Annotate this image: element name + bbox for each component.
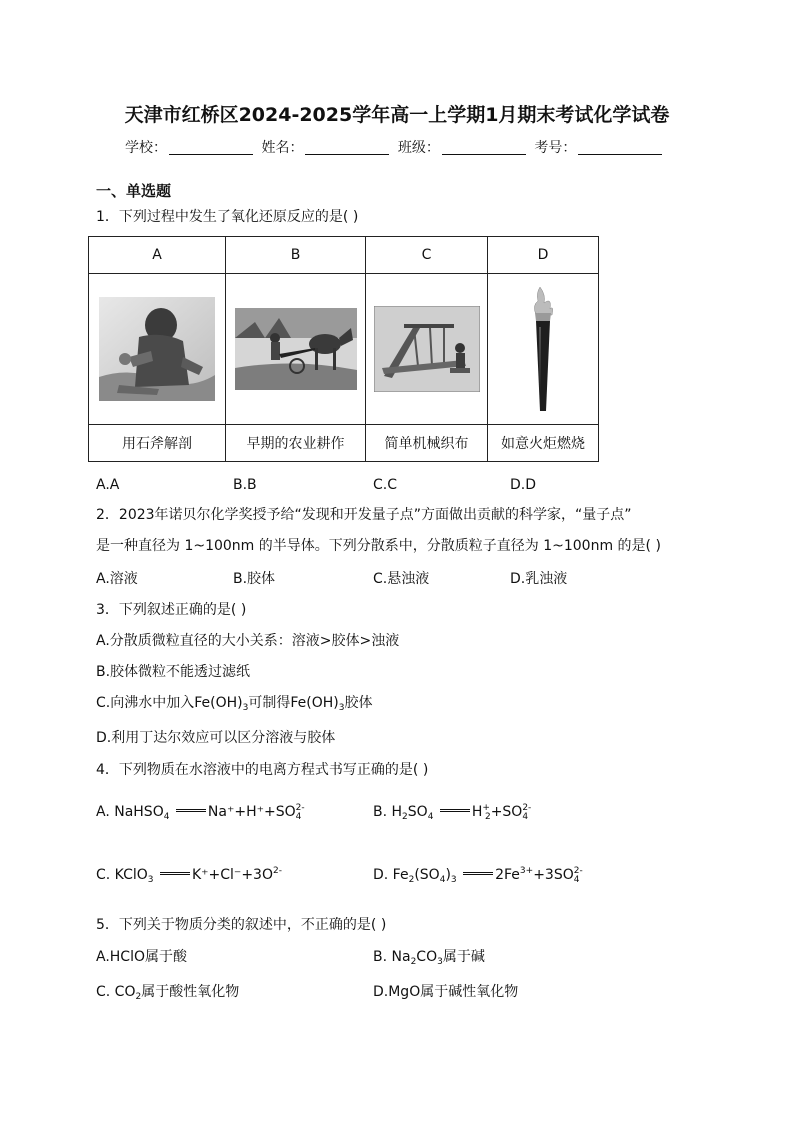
- q1-caption-d: 如意火炬燃烧: [488, 425, 599, 462]
- q5-b-mid: CO: [416, 949, 438, 965]
- q4-b-mid: SO: [407, 804, 428, 820]
- q4-c-sup: 2-: [272, 866, 282, 876]
- q1-image-table: [88, 236, 599, 462]
- q2-option-c[interactable]: C.悬浊液: [373, 571, 430, 587]
- q3-c-formula1-sub: 3: [242, 703, 249, 713]
- q1-caption-b: 早期的农业耕作: [226, 425, 366, 462]
- number-blank[interactable]: [578, 140, 662, 155]
- q1-header-a: A: [89, 237, 226, 274]
- q2-stem-line2: 是一种直径为 1~100nm 的半导体。下列分散系中，分散质粒子直径为 1~100nm 的是( ): [96, 538, 661, 554]
- q1-pic-cell-b: [226, 274, 366, 425]
- q1-pic-cell-d: [488, 274, 599, 425]
- q4-a-lhs: A. NaHSO: [96, 804, 164, 820]
- q5-option-b[interactable]: [373, 946, 485, 967]
- q4-d-rhs2: +3SO: [533, 867, 574, 883]
- q1-option-c[interactable]: C.C: [373, 477, 398, 493]
- q3-c-suffix: 胶体: [344, 695, 373, 711]
- q4-option-b[interactable]: [373, 803, 532, 822]
- q3-stem: 3．下列叙述正确的是( ): [96, 602, 247, 618]
- q1-stem: 1．下列过程中发生了氧化还原反应的是( ): [96, 209, 359, 225]
- section-heading: 一、单选题: [96, 182, 172, 200]
- q4-option-d[interactable]: [373, 866, 583, 885]
- q1-pic-cell-c: [366, 274, 488, 425]
- loom-weaving-image: [374, 306, 480, 392]
- q4-c-lhs: C. KClO: [96, 867, 148, 883]
- name-blank[interactable]: [305, 140, 389, 155]
- q5-option-d[interactable]: D.MgO属于碱性氧化物: [373, 984, 519, 1000]
- q1-header-b: B: [226, 237, 366, 274]
- q5-c-sub: 2: [135, 992, 142, 1002]
- q5-b-suffix: 属于碱: [442, 949, 485, 965]
- q5-option-a[interactable]: A.HClO属于酸: [96, 949, 187, 965]
- q4-d-mid: (SO: [414, 867, 440, 883]
- class-label: 班级：: [397, 140, 440, 156]
- q4-a-sub2: 4: [295, 812, 302, 822]
- q1-option-d[interactable]: D.D: [510, 477, 537, 493]
- student-info-line: [125, 137, 666, 157]
- q1-option-b[interactable]: B.B: [233, 477, 257, 493]
- q4-b-rhs2: +SO: [490, 804, 523, 820]
- q2-option-b[interactable]: B.胶体: [233, 571, 276, 587]
- class-blank[interactable]: [442, 140, 526, 155]
- q5-stem: 5．下列关于物质分类的叙述中，不正确的是( ): [96, 917, 387, 933]
- plowing-image: [235, 308, 357, 390]
- torch-image: [528, 283, 558, 415]
- q4-stem: 4．下列物质在水溶液中的电离方程式书写正确的是( ): [96, 762, 429, 778]
- q4-b-rhs: H: [471, 804, 483, 820]
- q4-b-sup2: 2-: [522, 803, 532, 813]
- q4-a-sub1: 4: [163, 812, 170, 822]
- q5-c-suffix: 属于酸性氧化物: [141, 984, 240, 1000]
- q4-b-sub1: 2: [402, 812, 408, 822]
- q4-b-equals-sign: [440, 809, 470, 812]
- q4-d-sub2: 4: [439, 875, 446, 885]
- q4-b-sub2: 4: [427, 812, 434, 822]
- number-label: 考号：: [534, 140, 577, 156]
- q1-pic-cell-a: [89, 274, 226, 425]
- q4-d-sub1: 2: [408, 875, 415, 885]
- q3-c-formula2-sub: 3: [338, 703, 345, 713]
- q4-d-sup1: 3+: [519, 866, 534, 876]
- q4-b-lhs: B. H: [373, 804, 403, 820]
- q3-c-formula1: Fe(OH): [194, 695, 243, 711]
- q4-b-sub4: 4: [522, 812, 529, 822]
- q3-c-formula2: Fe(OH): [290, 695, 339, 711]
- q4-d-lhs: D. Fe: [373, 867, 409, 883]
- q3-option-a[interactable]: A.分散质微粒直径的大小关系：溶液>胶体>浊液: [96, 633, 400, 649]
- q4-d-rhs: 2Fe: [495, 867, 520, 883]
- q3-c-middle: 可制得: [248, 695, 291, 711]
- q3-option-d[interactable]: D.利用丁达尔效应可以区分溶液与胶体: [96, 730, 336, 746]
- q3-option-b[interactable]: B.胶体微粒不能透过滤纸: [96, 664, 251, 680]
- q1-option-a[interactable]: A.A: [96, 477, 120, 493]
- q1-caption-c: 简单机械织布: [366, 425, 488, 462]
- exam-title: 天津市红桥区2024-2025学年高一上学期1月期末考试化学试卷: [124, 104, 670, 126]
- q1-header-d: D: [488, 237, 599, 274]
- q4-option-a[interactable]: [96, 803, 305, 822]
- q2-option-d[interactable]: D.乳浊液: [510, 571, 568, 587]
- q4-c-equals-sign: [160, 872, 190, 875]
- q5-b-sub1: 2: [410, 957, 417, 967]
- q5-b-sub2: 3: [437, 957, 443, 967]
- q4-c-rhs: K⁺+Cl⁻+3O: [191, 867, 273, 883]
- q3-option-c[interactable]: [96, 692, 372, 713]
- q2-option-a[interactable]: A.溶液: [96, 571, 138, 587]
- q5-c-prefix: C. CO: [96, 984, 136, 1000]
- q4-d-sup2: 2-: [573, 866, 583, 876]
- q4-d-sub3: 3: [450, 875, 457, 885]
- q4-d-sub4: 4: [573, 875, 580, 885]
- q1-caption-a: 用石斧解剖: [89, 425, 226, 462]
- q2-stem-line1: 2．2023年诺贝尔化学奖授予给“发现和开发量子点”方面做出贡献的科学家，“量子点”: [96, 507, 632, 523]
- q3-c-prefix: C.向沸水中加入: [96, 695, 195, 711]
- q5-b-prefix: B. Na: [373, 949, 411, 965]
- q4-b-sub3: 2: [484, 812, 491, 822]
- q4-a-equals-sign: [176, 809, 206, 812]
- q1-header-c: C: [366, 237, 488, 274]
- q4-b-sup1: +: [482, 803, 490, 813]
- school-label: 学校：: [125, 140, 167, 156]
- stone-axe-figure-image: [99, 297, 215, 401]
- q4-d-mid2: ): [445, 867, 451, 883]
- q4-option-c[interactable]: [96, 866, 282, 885]
- name-label: 姓名：: [261, 140, 304, 156]
- q4-a-rhs: Na⁺+H⁺+SO: [207, 804, 296, 820]
- q5-option-c[interactable]: [96, 981, 239, 1002]
- school-blank[interactable]: [169, 140, 253, 155]
- q4-c-sub1: 3: [147, 875, 154, 885]
- q4-d-equals-sign: [463, 872, 493, 875]
- q4-a-sup: 2-: [295, 803, 305, 813]
